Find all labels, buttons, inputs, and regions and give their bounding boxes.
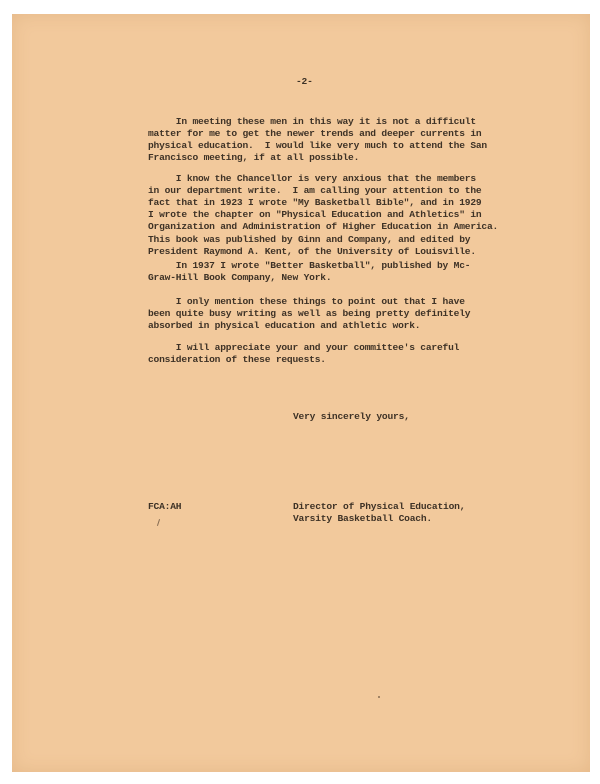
- paragraph-line: I know the Chancellor is very anxious that the members: [148, 173, 476, 185]
- reference-initials: FCA:AH: [148, 501, 182, 512]
- paragraph-line: physical education. I would like very much to attend the San: [148, 140, 487, 152]
- paragraph-line: This book was published by Ginn and Company, and edited by: [148, 233, 471, 245]
- signature-title-line: Director of Physical Education,: [293, 501, 466, 513]
- paragraph-line: absorbed in physical education and athletic work.: [148, 320, 421, 332]
- paragraph-1: [148, 104, 487, 164]
- paragraph-4: [148, 284, 470, 332]
- paragraph-5: [148, 330, 459, 366]
- paragraph-line: Graw-Hill Book Company, New York.: [148, 272, 332, 284]
- page-number: -2-: [296, 76, 313, 87]
- paragraph-line: I wrote the chapter on "Physical Education and Athletics" in: [148, 209, 482, 221]
- paragraph-line: Francisco meeting, if at all possible.: [148, 152, 360, 164]
- paragraph-line: I only mention these things to point out that I have: [148, 296, 465, 308]
- paragraph-line: In meeting these men in this way it is not a difficult: [148, 116, 476, 128]
- paragraph-line: matter for me to get the newer trends and deeper currents in: [148, 128, 482, 140]
- closing: Very sincerely yours,: [293, 411, 410, 422]
- paragraph-3: [148, 248, 470, 284]
- paragraph-line: been quite busy writing as well as being pretty definitely: [148, 308, 471, 320]
- paragraph-line: Organization and Administration of Higher Education in America.: [148, 221, 499, 233]
- paragraph-line: in our department write. I am calling your attention to the: [148, 185, 482, 197]
- paragraph-line: I will appreciate your and your committee's careful: [148, 342, 460, 354]
- paragraph-line: In 1937 I wrote "Better Basketball", published by Mc-: [148, 260, 471, 272]
- signature-title: [293, 489, 465, 525]
- signature-title-line: Varsity Basketball Coach.: [293, 513, 432, 525]
- paragraph-line: fact that in 1923 I wrote "My Basketball Bible", and in 1929: [148, 197, 482, 209]
- paragraph-2: [148, 161, 498, 258]
- paper-speck: [378, 696, 380, 698]
- paragraph-line: consideration of these requests.: [148, 354, 326, 366]
- paragraph-line: President Raymond A. Kent, of the University of Louisville.: [148, 245, 476, 257]
